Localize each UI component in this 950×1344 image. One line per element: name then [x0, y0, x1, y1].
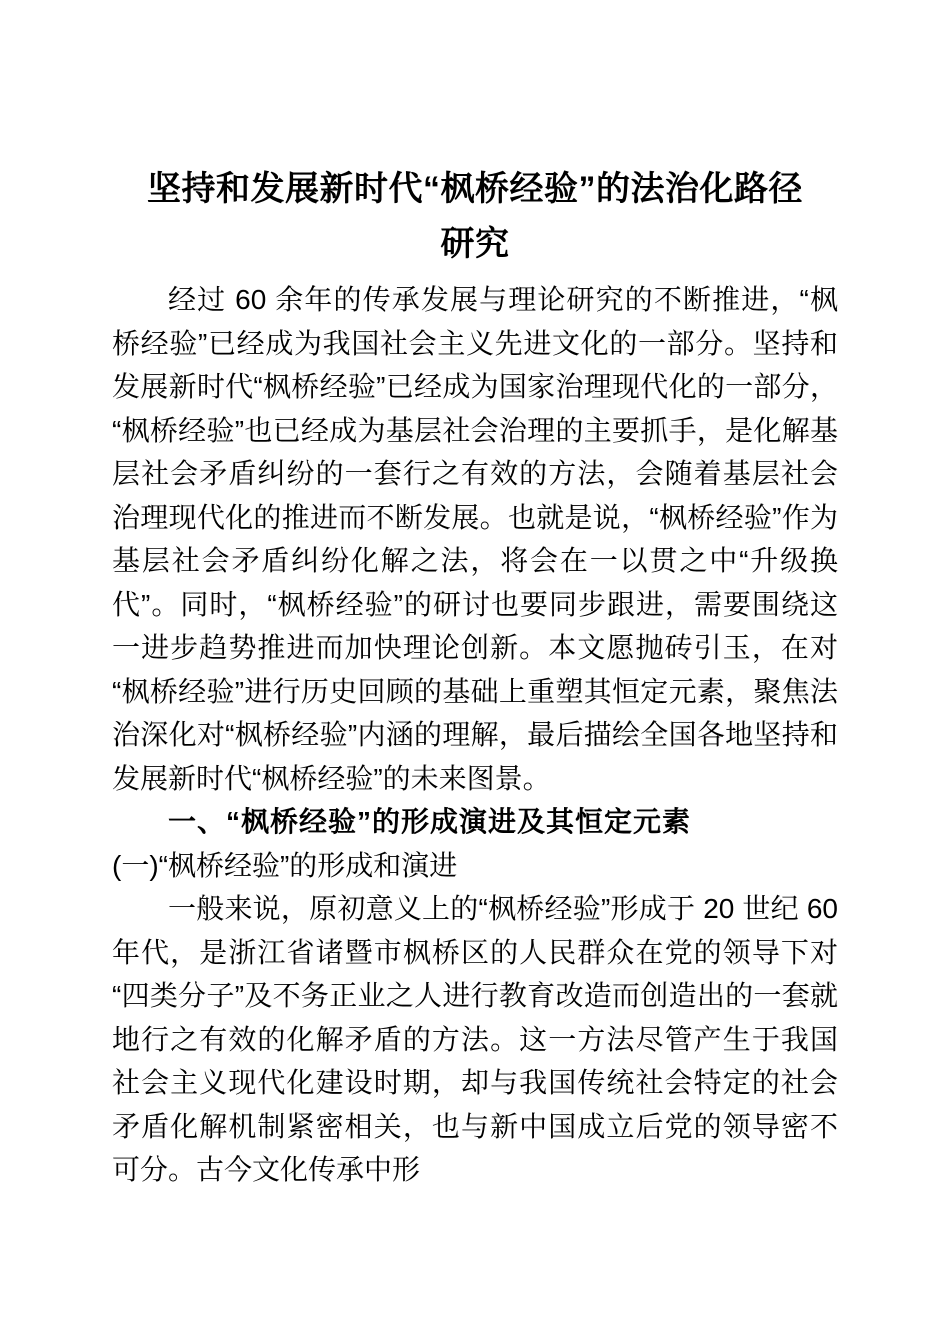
document-title: [112, 162, 838, 272]
paragraph: 经过 60 余年的传承发展与理论研究的不断推进，“枫桥经验”已经成为我国社会主义先进文化的一部分。坚持和发展新时代“枫桥经验”已经成为国家治理现代化的一部分，“枫桥经验”也已经成为基层社会治理的主要抓手，是化解基层社会矛盾纠纷的一套行之有效的方法，会随着基层社会治理现代化的推进而不断发展。也就是说，“枫桥经验”作为基层社会矛盾纠纷化解之法，将会在一以贯之中“升级换代”。同时，“枫桥经验”的研讨也要同步跟进，需要围绕这一进步趋势推进而加快理论创新。本文愿抛砖引玉，在对“枫桥经验”进行历史回顾的基础上重塑其恒定元素，聚焦法治深化对“枫桥经验”内涵的理解，最后描绘全国各地坚持和发展新时代“枫桥经验”的未来图景。: [112, 284, 838, 794]
heading-level-2: (一)“枫桥经验”的形成和演进: [112, 849, 458, 881]
paragraph: 一般来说，原初意义上的“枫桥经验”形成于 20 世纪 60 年代，是浙江省诸暨市枫桥区的人民群众在党的领导下对“四类分子”及不务正业之人进行教育改造而创造出的一套就地行之有效的化解矛盾的方法。这一方法尽管产生于我国社会主义现代化建设时期，却与我国传统社会特定的社会矛盾化解机制紧密相关，也与新中国成立后党的领导密不可分。古今文化传承中形: [112, 893, 838, 1185]
heading-level-1: 一、“枫桥经验”的形成演进及其恒定元素: [168, 806, 692, 837]
document-body: [112, 278, 838, 1192]
title-line: 坚持和发展新时代“枫桥经验”的法治化路径: [147, 170, 803, 208]
title-line: 研究: [440, 225, 510, 263]
